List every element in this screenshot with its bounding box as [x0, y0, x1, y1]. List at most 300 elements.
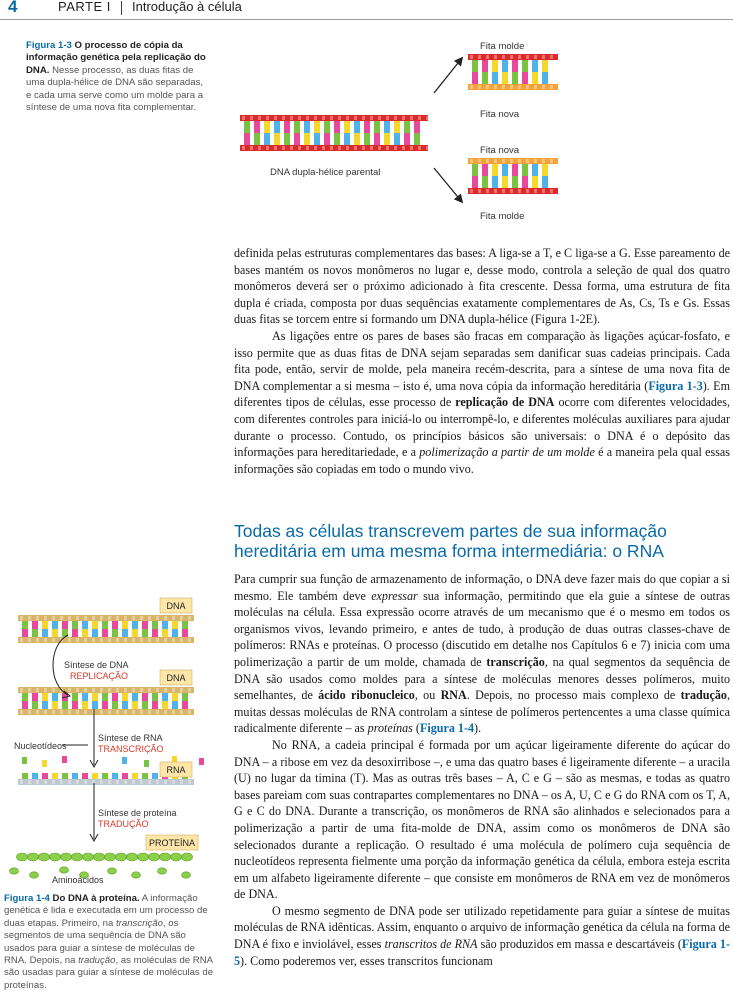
backbone-bottom-segment [92, 638, 95, 642]
backbone-bottom-segment [44, 638, 47, 642]
base-pair-upper [32, 693, 38, 701]
base-pair-upper [162, 693, 168, 701]
backbone-bottom-segment [330, 146, 333, 150]
base-pair-lower [42, 701, 48, 709]
label-dna-top: DNA [166, 601, 186, 611]
base-pair-upper [482, 164, 488, 176]
backbone-bottom-segment [52, 638, 55, 642]
backbone-top-segment [28, 616, 31, 620]
backbone-top-segment [502, 55, 505, 59]
parental-dna-helix [240, 115, 429, 151]
base-pair-lower [482, 72, 488, 84]
base-pair-lower [334, 133, 340, 145]
backbone-top-segment [502, 159, 505, 163]
backbone-bottom-segment [470, 85, 473, 89]
backbone-top-segment [156, 616, 159, 620]
base-pair-upper [52, 693, 58, 701]
base-pair-upper [72, 621, 78, 629]
free-amino-acid [60, 867, 69, 873]
base-pair-upper [512, 164, 518, 176]
dna-mid-label-box [160, 670, 192, 685]
rna-backbone-segment [28, 780, 31, 784]
rna-base [42, 773, 48, 779]
backbone-top-segment [116, 616, 119, 620]
backbone-top-segment [140, 616, 143, 620]
backbone-bottom-segment [172, 710, 175, 714]
figure-caption-text: Nesse processo, as duas fitas de uma dupla-hélice de DNA são separadas, e cada uma serve como um molde para a síntese de uma nova fita complementar. [26, 64, 204, 114]
base-pair-lower [522, 72, 528, 84]
backbone-bottom-segment [322, 146, 325, 150]
base-pair-lower [112, 701, 118, 709]
backbone-bottom-segment [28, 710, 31, 714]
label-template-top: Fita molde [480, 41, 525, 52]
page-number: 4 [8, 0, 18, 16]
backbone-top-segment [394, 116, 397, 120]
backbone-bottom-segment [36, 638, 39, 642]
amino-acid-residue [127, 853, 138, 861]
base-pair-upper [92, 621, 98, 629]
backbone-top-segment [402, 116, 405, 120]
rna-backbone-segment [100, 780, 103, 784]
base-pair-upper [344, 121, 350, 133]
body-text-top [234, 245, 730, 477]
base-pair-lower [542, 176, 548, 188]
base-pair-lower [354, 133, 360, 145]
backbone-bottom-segment [526, 189, 529, 193]
header-rule [0, 19, 733, 20]
backbone-top-segment [510, 55, 513, 59]
backbone-bottom-segment [298, 146, 301, 150]
backbone-bottom-segment [180, 710, 183, 714]
backbone-bottom-segment [550, 189, 553, 193]
backbone-top-segment [44, 688, 47, 692]
base-pair-lower [82, 701, 88, 709]
base-pair-lower [522, 176, 528, 188]
body-text-bottom [234, 571, 730, 969]
base-pair-upper [522, 164, 528, 176]
free-nucleotide [122, 757, 127, 764]
base-pair-upper [532, 60, 538, 72]
backbone-bottom-segment [156, 710, 159, 714]
backbone-bottom-segment [108, 710, 111, 714]
backbone-top-segment [478, 55, 481, 59]
text-run: , muitas dessas moléculas de RNA controlam a síntese de polímeros pertencentes a uma classe química radicalmente diferente – as [234, 688, 730, 736]
backbone-top-segment [266, 116, 269, 120]
text-run: sua informação, permitindo que ela guie a síntese de outras moléculas na célula. Essa expressão ocorre através de um mecanismo que é o mesmo em todos os organismos vivos, levando primeiro, e antes de tudo, à produção de duas outras classes-chave de polímeros: RNAs e proteínas. O processo (discutido em detalhe nos Capítulos 6 e 7) inicia com uma polimerização a partir de um molde, chamada de [234, 588, 730, 669]
backbone-top-segment [534, 159, 537, 163]
backbone-bottom-segment [172, 638, 175, 642]
rna-backbone-segment [52, 780, 55, 784]
backbone-top-segment [52, 688, 55, 692]
base-pair-upper [324, 121, 330, 133]
backbone-top-segment [188, 688, 191, 692]
text-run: Para cumprir sua função de armazenamento de informação, o DNA deve fazer mais do que copiar a si mesmo. Ele também deve [234, 572, 730, 603]
rna-base [92, 773, 98, 779]
backbone-top-segment [60, 616, 63, 620]
amino-acid-residue [72, 853, 83, 861]
backbone-bottom-segment [478, 189, 481, 193]
backbone-bottom-segment [20, 710, 23, 714]
base-pair-upper [82, 621, 88, 629]
backbone-top-segment [180, 616, 183, 620]
backbone-bottom-segment [36, 710, 39, 714]
backbone-top-segment [164, 688, 167, 692]
backbone-bottom-segment [486, 85, 489, 89]
base-pair-lower [102, 701, 108, 709]
backbone-top-segment [84, 688, 87, 692]
base-pair-upper [42, 693, 48, 701]
amino-acid-residue [83, 853, 94, 861]
base-pair-upper [284, 121, 290, 133]
backbone-bottom-segment [518, 85, 521, 89]
backbone-bottom-segment [116, 710, 119, 714]
backbone-top-segment [322, 116, 325, 120]
base-pair-lower [172, 701, 178, 709]
text-run: ocorre com diferentes velocidades, com diferentes controles para iniciá-lo ou interrompê-lo, e diferentes moléculas auxiliares para ajudar durante o processo. Contudo, os princípios básicos são universais: o DNA é o depósito das informações para hereditariedade, e a [234, 395, 730, 460]
backbone-bottom-segment [478, 85, 481, 89]
backbone-bottom-segment [68, 710, 71, 714]
text-run: A informação genética é lida e executada em um processo de duas etapas. Primeiro, na [4, 893, 208, 929]
backbone-top-segment [20, 616, 23, 620]
base-pair-lower [482, 176, 488, 188]
base-pair-upper [142, 621, 148, 629]
backbone-top-segment [108, 616, 111, 620]
backbone-bottom-segment [188, 638, 191, 642]
base-pair-lower [72, 629, 78, 637]
rna-backbone-segment [124, 780, 127, 784]
base-pair-lower [62, 701, 68, 709]
backbone-bottom-segment [52, 710, 55, 714]
backbone-bottom-segment [510, 85, 513, 89]
base-pair-upper [182, 693, 188, 701]
backbone-bottom-segment [180, 638, 183, 642]
base-pair-upper [132, 621, 138, 629]
backbone-top-segment [526, 55, 529, 59]
free-nucleotide [144, 760, 149, 767]
base-pair-lower [132, 701, 138, 709]
backbone-bottom-segment [534, 85, 537, 89]
base-pair-upper [32, 621, 38, 629]
base-pair-lower [294, 133, 300, 145]
backbone-bottom-segment [124, 710, 127, 714]
base-pair-lower [132, 629, 138, 637]
base-pair-upper [532, 164, 538, 176]
text-run: , os segmentos de uma sequência de DNA são usados para guiar a síntese de moléculas de RNA. Depois, na [4, 917, 195, 967]
text-run: As ligações entre os pares de bases são fracas em comparação às ligações açúcar-fosfato, e isso permite que as duas fitas de DNA sejam separadas sem danificar suas cadeias principais. Cada fita pode, então, servir de molde, pela maneira recém-descrita, para a síntese de uma nova fita de DNA complementar a si mesma – isto é, uma nova cópia da informação hereditária ( [234, 328, 730, 393]
base-pair-upper [274, 121, 280, 133]
backbone-top-segment [418, 116, 421, 120]
base-pair-upper [472, 60, 478, 72]
label-parental-dna: DNA dupla-hélice parental [270, 167, 381, 178]
backbone-top-segment [164, 616, 167, 620]
backbone-top-segment [116, 688, 119, 692]
base-pair-lower [172, 629, 178, 637]
base-pair-lower [414, 133, 420, 145]
backbone-top-segment [258, 116, 261, 120]
figure-1-3-replication-diagram [230, 36, 560, 226]
backbone-top-segment [290, 116, 293, 120]
backbone-top-segment [330, 116, 333, 120]
base-pair-upper [22, 693, 28, 701]
translation-title: Síntese de proteína [98, 808, 177, 818]
rna-base [122, 773, 128, 779]
backbone-bottom-segment [378, 146, 381, 150]
italic-term: expressar [371, 588, 418, 603]
replication-process: REPLICAÇÃO [70, 671, 129, 681]
backbone-top-segment [76, 616, 79, 620]
backbone-top-segment [92, 688, 95, 692]
base-pair-lower [82, 629, 88, 637]
backbone-top-segment [36, 616, 39, 620]
rna-base [112, 773, 118, 779]
backbone-bottom-segment [370, 146, 373, 150]
backbone-top-segment [156, 688, 159, 692]
backbone-top-segment [148, 688, 151, 692]
backbone-top-segment [534, 55, 537, 59]
rna-backbone-segment [164, 780, 167, 784]
base-pair-upper [414, 121, 420, 133]
base-pair-upper [102, 621, 108, 629]
bold-term: ácido ribonucleico [318, 688, 415, 703]
backbone-top-segment [140, 688, 143, 692]
backbone-bottom-segment [502, 189, 505, 193]
base-pair-lower [182, 701, 188, 709]
backbone-bottom-segment [84, 638, 87, 642]
backbone-bottom-segment [28, 638, 31, 642]
backbone-top-segment [386, 116, 389, 120]
figure-reference-link[interactable]: Figura 1-3 [648, 378, 703, 393]
base-pair-upper [254, 121, 260, 133]
base-pair-upper [142, 693, 148, 701]
rna-backbone-segment [116, 780, 119, 784]
base-pair-lower [152, 629, 158, 637]
backbone-bottom-segment [140, 638, 143, 642]
rna-backbone-segment [84, 780, 87, 784]
label-template-bottom: Fita molde [480, 211, 525, 222]
backbone-top-segment [494, 159, 497, 163]
base-pair-upper [72, 693, 78, 701]
rna-base [132, 773, 138, 779]
backbone-bottom-segment [100, 710, 103, 714]
bold-term: RNA [440, 688, 467, 703]
figure-1-4-dna-to-protein-diagram [4, 595, 224, 890]
backbone-bottom-segment [386, 146, 389, 150]
italic-term: tradução [78, 955, 116, 967]
base-pair-upper [152, 693, 158, 701]
backbone-bottom-segment [402, 146, 405, 150]
free-nucleotide [62, 756, 67, 763]
base-pair-upper [314, 121, 320, 133]
base-pair-lower [304, 133, 310, 145]
base-pair-lower [284, 133, 290, 145]
backbone-bottom-segment [108, 638, 111, 642]
backbone-bottom-segment [526, 85, 529, 89]
transcription-process: TRANSCRIÇÃO [98, 744, 164, 754]
free-amino-acid [108, 868, 117, 874]
backbone-top-segment [44, 616, 47, 620]
backbone-bottom-segment [258, 146, 261, 150]
backbone-bottom-segment [274, 146, 277, 150]
backbone-top-segment [338, 116, 341, 120]
backbone-bottom-segment [68, 638, 71, 642]
backbone-top-segment [52, 616, 55, 620]
base-pair-lower [394, 133, 400, 145]
backbone-bottom-segment [20, 638, 23, 642]
amino-acid-residue [39, 853, 50, 861]
base-pair-lower [532, 176, 538, 188]
base-pair-upper [22, 621, 28, 629]
backbone-bottom-segment [164, 710, 167, 714]
base-pair-lower [314, 133, 320, 145]
backbone-top-segment [510, 159, 513, 163]
base-pair-lower [472, 72, 478, 84]
label-new-bottom: Fita nova [480, 145, 520, 156]
figure-reference-link[interactable]: Figura 1-4 [419, 721, 475, 736]
base-pair-lower [512, 72, 518, 84]
label-dna-middle: DNA [166, 673, 186, 683]
arrow-down-icon [434, 168, 462, 202]
rna-backbone-segment [68, 780, 71, 784]
rna-backbone-segment [60, 780, 63, 784]
backbone-bottom-segment [418, 146, 421, 150]
base-pair-lower [142, 629, 148, 637]
backbone-bottom-segment [494, 189, 497, 193]
rna-base [22, 773, 28, 779]
base-pair-lower [32, 701, 38, 709]
backbone-bottom-segment [76, 710, 79, 714]
base-pair-upper [172, 693, 178, 701]
base-pair-upper [502, 60, 508, 72]
base-pair-lower [152, 701, 158, 709]
backbone-top-segment [494, 55, 497, 59]
base-pair-upper [162, 621, 168, 629]
backbone-bottom-segment [534, 189, 537, 193]
base-pair-upper [364, 121, 370, 133]
backbone-top-segment [486, 55, 489, 59]
top-daughter-helix [468, 54, 558, 90]
base-pair-lower [364, 133, 370, 145]
base-pair-upper [304, 121, 310, 133]
label-amino-acids: Aminoácidos [52, 875, 104, 885]
base-pair-lower [92, 629, 98, 637]
backbone-bottom-segment [124, 638, 127, 642]
bold-term: transcrição [486, 654, 545, 669]
backbone-bottom-segment [338, 146, 341, 150]
amino-acid-residue [149, 853, 160, 861]
backbone-top-segment [76, 688, 79, 692]
base-pair-lower [32, 629, 38, 637]
backbone-top-segment [470, 159, 473, 163]
section-heading: Todas as células transcrevem partes de sua informação hereditária em uma mesma forma intermediária: o RNA [234, 521, 667, 561]
backbone-top-segment [84, 616, 87, 620]
figure-title: O processo de cópia da informação genética pela replicação do DNA. [26, 40, 206, 76]
base-pair-lower [502, 72, 508, 84]
backbone-top-segment [242, 116, 245, 120]
backbone-top-segment [362, 116, 365, 120]
base-pair-lower [502, 176, 508, 188]
backbone-bottom-segment [250, 146, 253, 150]
free-amino-acid [30, 872, 39, 878]
backbone-bottom-segment [346, 146, 349, 150]
text-run: ). Como poderemos ver, esses transcritos funcionam [240, 953, 493, 968]
backbone-bottom-segment [314, 146, 317, 150]
figure-reference-link[interactable]: Figura 1-5 [234, 937, 730, 968]
rna-backbone-segment [172, 780, 175, 784]
base-pair-upper [132, 693, 138, 701]
amino-acid-residue [50, 853, 61, 861]
base-pair-lower [542, 72, 548, 84]
bold-term: replicação de DNA [455, 395, 555, 410]
backbone-top-segment [298, 116, 301, 120]
backbone-top-segment [36, 688, 39, 692]
text-run: é a maneira pela qual essas informações são copiadas em todo o mundo vivo. [234, 445, 730, 476]
dna-top-label-box [160, 598, 192, 613]
backbone-bottom-segment [132, 710, 135, 714]
base-pair-upper [92, 693, 98, 701]
backbone-top-segment [20, 688, 23, 692]
base-pair-upper [482, 60, 488, 72]
base-pair-lower [384, 133, 390, 145]
backbone-bottom-segment [156, 638, 159, 642]
backbone-bottom-segment [410, 146, 413, 150]
paragraph-1: definida pelas estruturas complementares das bases: A liga-se a T, e C liga-se a G. Esse pareamento de bases mantém os novos monômeros no lugar e, desse modo, controla a seleção de qual dos quatro monômeros deverá ser o próximo adicionado à fita crescente. Dessa forma, uma estrutura de fita dupla é criada, composta por duas sequências exatamente complementares de As, Cs, Ts e Gs. Essas duas fitas se torcem entre si formando um DNA dupla-hélice (Figura 1-2E). [234, 246, 730, 327]
backbone-top-segment [470, 55, 473, 59]
backbone-top-segment [410, 116, 413, 120]
backbone-top-segment [180, 688, 183, 692]
italic-term: polimerização a partir de um molde [419, 445, 595, 460]
amino-acid-residue [138, 853, 149, 861]
backbone-bottom-segment [266, 146, 269, 150]
base-pair-lower [72, 701, 78, 709]
base-pair-lower [182, 629, 188, 637]
backbone-top-segment [378, 116, 381, 120]
rna-base [152, 773, 158, 779]
backbone-bottom-segment [510, 189, 513, 193]
backbone-bottom-segment [148, 710, 151, 714]
base-pair-upper [472, 164, 478, 176]
backbone-bottom-segment [542, 85, 545, 89]
base-pair-lower [122, 701, 128, 709]
backbone-top-segment [478, 159, 481, 163]
base-pair-upper [374, 121, 380, 133]
free-amino-acid [10, 868, 19, 874]
backbone-top-segment [542, 55, 545, 59]
rna-backbone-segment [188, 780, 191, 784]
backbone-bottom-segment [60, 710, 63, 714]
free-nucleotide [42, 760, 47, 767]
backbone-bottom-segment [44, 710, 47, 714]
backbone-top-segment [172, 616, 175, 620]
backbone-bottom-segment [84, 710, 87, 714]
base-pair-upper [152, 621, 158, 629]
base-pair-lower [162, 629, 168, 637]
backbone-top-segment [282, 116, 285, 120]
rna-backbone-segment [156, 780, 159, 784]
base-pair-lower [264, 133, 270, 145]
base-pair-lower [472, 176, 478, 188]
italic-term: proteínas [367, 721, 413, 736]
base-pair-upper [52, 621, 58, 629]
base-pair-lower [142, 701, 148, 709]
base-pair-upper [334, 121, 340, 133]
backbone-top-segment [124, 688, 127, 692]
text-run: , as moléculas de RNA são usadas para guiar a síntese de moléculas de proteínas. [4, 955, 214, 991]
backbone-top-segment [354, 116, 357, 120]
backbone-bottom-segment [542, 189, 545, 193]
backbone-top-segment [92, 616, 95, 620]
backbone-top-segment [108, 688, 111, 692]
paragraph-3 [234, 571, 730, 737]
